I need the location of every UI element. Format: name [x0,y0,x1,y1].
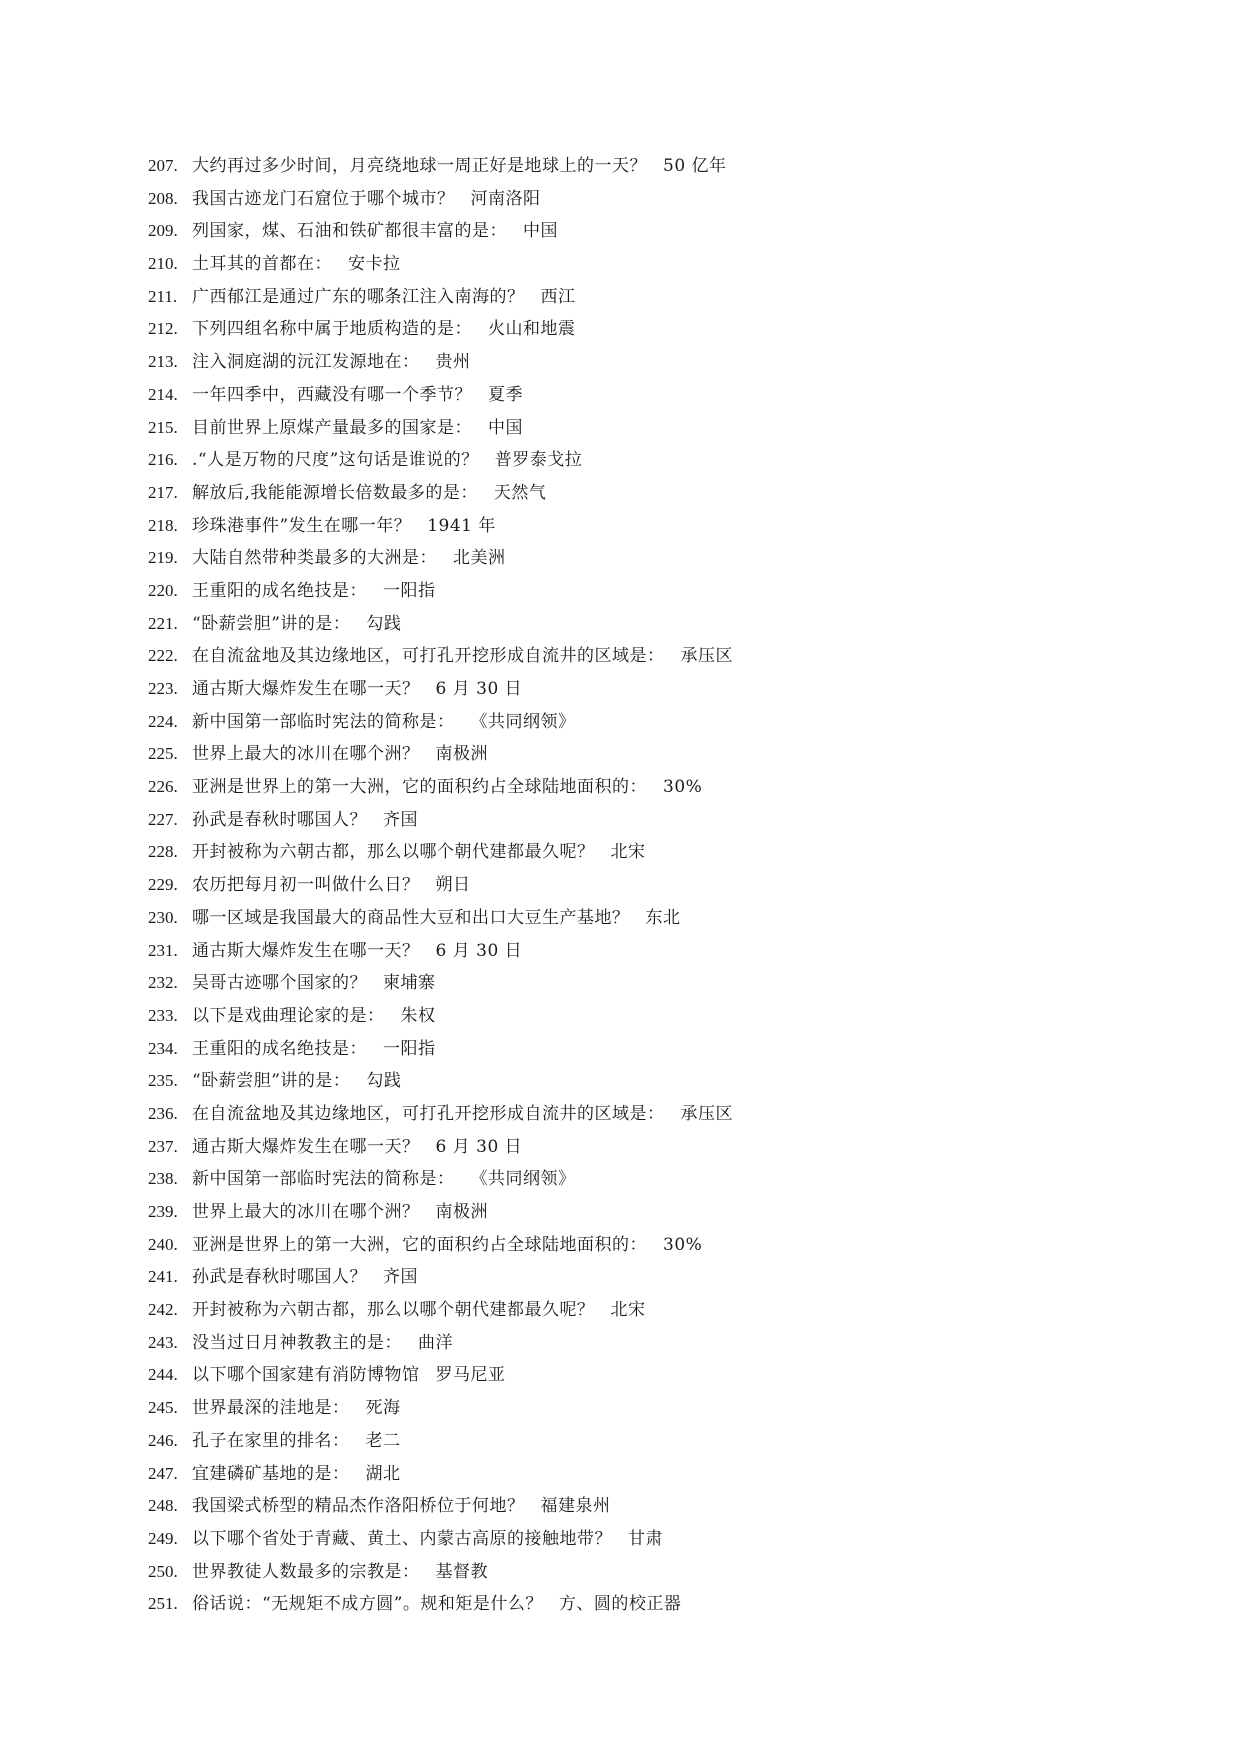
item-question: 孙武是春秋时哪国人？ [192,809,367,830]
item-answer: 朔日 [435,875,471,896]
item-number: 215. [148,417,178,437]
item-answer: 福建泉州 [540,1496,611,1517]
item-answer: 安卡拉 [348,254,401,275]
item-number: 251. [148,1594,178,1614]
item-number: 238. [148,1169,178,1189]
item-number: 225. [148,744,178,764]
list-item [148,1229,1148,1262]
item-question: 下列四组名称中属于地质构造的是： [192,319,472,340]
list-item [148,1392,1148,1425]
item-answer: 1941 年 [427,515,496,536]
item-number: 224. [148,711,178,731]
list-item [148,1033,1148,1066]
item-number: 244. [148,1365,178,1385]
item-answer: 50 亿年 [663,156,727,176]
item-question: 世界教徒人数最多的宗教是： [192,1561,420,1582]
item-number: 211. [148,286,178,306]
item-question: 通古斯大爆炸发生在哪一天？ [192,1136,420,1157]
item-answer: 北美洲 [453,548,506,569]
item-question: 广西郁江是通过广东的哪条江注入南海的？ [192,286,525,307]
item-question: 通古斯大爆炸发生在哪一天？ [192,679,420,699]
list-item [148,183,1148,216]
item-number: 210. [148,254,178,274]
list-item [148,510,1148,543]
item-question: 列国家，煤、石油和铁矿都很丰富的是： [192,221,507,242]
item-answer: 勾践 [366,1071,402,1092]
item-number: 234. [148,1038,178,1058]
item-answer: 死海 [365,1398,401,1419]
item-question: 以下哪个省处于青藏、黄土、内蒙古高原的接触地带？ [192,1528,612,1549]
list-item [148,379,1148,412]
item-number: 207. [148,156,178,175]
list-item [148,346,1148,379]
list-item [148,836,1148,869]
list-item [148,1000,1148,1033]
list-item [148,1425,1148,1458]
list-item [148,1131,1148,1164]
item-question: 珍珠港事件”发生在哪一年？ [192,515,412,536]
item-question: 没当过日月神教教主的是： [192,1332,402,1353]
list-item [148,412,1148,445]
item-number: 209. [148,221,178,241]
item-question: 吴哥古迹哪个国家的？ [192,973,367,994]
item-answer: 朱权 [400,1005,436,1026]
item-number: 227. [148,809,178,829]
item-number: 250. [148,1561,178,1581]
list-item [148,1359,1148,1392]
list-item [148,706,1148,739]
item-answer: 一阳指 [383,1038,436,1059]
list-item [148,575,1148,608]
item-answer: 中国 [523,221,558,242]
item-answer: 贵州 [435,352,471,373]
item-question: 大约再过多少时间，月亮绕地球一周正好是地球上的一天？ [192,156,647,176]
list-item [148,1588,1148,1621]
list-item [148,1196,1148,1229]
item-number: 230. [148,907,178,927]
item-question: 世界上最大的冰川在哪个洲？ [192,1202,420,1222]
list-item [148,215,1148,248]
item-question: 亚洲是世界上的第一大洲，它的面积约占全球陆地面积的： [192,1234,647,1255]
list-item [148,444,1148,477]
item-number: 241. [148,1267,178,1287]
item-question: 世界最深的洼地是： [192,1398,350,1419]
item-answer: 齐国 [383,1267,418,1288]
item-answer: 柬埔寨 [383,973,436,994]
item-number: 229. [148,875,178,895]
item-answer: 北宋 [610,1300,646,1321]
item-question: 孙武是春秋时哪国人？ [192,1267,367,1288]
list-item [148,804,1148,837]
item-answer: 普罗泰戈拉 [494,450,583,471]
list-item [148,1327,1148,1360]
list-item [148,1098,1148,1131]
list-item [148,1490,1148,1523]
item-number: 243. [148,1332,178,1352]
list-item [148,1458,1148,1491]
list-item [148,673,1148,706]
item-answer: 罗马尼亚 [435,1365,506,1386]
item-number: 220. [148,580,178,600]
item-number: 240. [148,1234,178,1254]
item-number: 208. [148,188,178,208]
item-question: 通古斯大爆炸发生在哪一天？ [192,940,420,961]
item-question: 宜建磷矿基地的是： [192,1463,350,1484]
list-item [148,1294,1148,1327]
list-item [148,935,1148,968]
list-item [148,608,1148,641]
item-number: 246. [148,1430,178,1450]
item-number: 242. [148,1300,178,1320]
item-question: 我国古迹龙门石窟位于哪个城市？ [192,188,455,209]
item-question: 大陆自然带种类最多的大洲是： [192,548,437,569]
item-number: 236. [148,1103,178,1123]
item-answer: 承压区 [680,646,733,667]
item-question: 农历把每月初一叫做什么日？ [192,875,420,896]
item-answer: 基督教 [435,1561,488,1582]
document-page [148,150,1148,1621]
list-item [148,1163,1148,1196]
item-number: 247. [148,1463,178,1483]
list-item [148,1065,1148,1098]
list-item [148,738,1148,771]
item-answer: 曲洋 [418,1332,453,1353]
item-question: 在自流盆地及其边缘地区，可打孔开挖形成自流井的区域是： [192,1103,665,1124]
list-item [148,477,1148,510]
item-answer: 东北 [645,907,681,928]
item-answer: 30% [663,777,703,798]
item-number: 223. [148,679,178,698]
item-answer: 6 月 30 日 [435,940,523,961]
item-number: 212. [148,319,178,339]
item-question: 开封被称为六朝古都，那么以哪个朝代建都最久呢？ [192,1300,595,1321]
item-number: 228. [148,842,178,862]
item-question: 俗话说：“无规矩不成方圆”。规和矩是什么？ [192,1594,543,1615]
item-answer: 《共同纲领》 [470,1169,576,1190]
item-answer: 南极洲 [435,744,488,765]
item-number: 239. [148,1202,178,1221]
item-question: 土耳其的首都在： [192,254,332,275]
item-number: 222. [148,646,178,666]
list-item [148,1556,1148,1589]
item-question: 孔子在家里的排名： [192,1430,350,1451]
item-number: 221. [148,613,178,633]
list-item [148,1523,1148,1556]
list-item [148,771,1148,804]
item-number: 226. [148,777,178,797]
item-question: 注入洞庭湖的沅江发源地在： [192,352,420,373]
item-answer: 《共同纲领》 [470,711,576,732]
item-number: 248. [148,1496,178,1516]
item-number: 217. [148,482,178,502]
item-answer: 湖北 [365,1463,401,1484]
item-number: 216. [148,450,178,470]
item-answer: 北宋 [610,842,646,863]
item-answer: 方、圆的校正器 [558,1594,682,1615]
item-answer: 河南洛阳 [470,188,541,209]
item-number: 232. [148,973,178,993]
list-item [148,281,1148,314]
list-item [148,150,1148,183]
list-item [148,869,1148,902]
item-question: 目前世界上原煤产量最多的国家是： [192,417,472,438]
item-question: 世界上最大的冰川在哪个洲？ [192,744,420,765]
item-answer: 6 月 30 日 [435,679,523,699]
item-number: 231. [148,940,178,960]
item-question: 我国梁式桥型的精品杰作洛阳桥位于何地？ [192,1496,525,1517]
item-number: 214. [148,384,178,404]
item-question: 在自流盆地及其边缘地区，可打孔开挖形成自流井的区域是： [192,646,665,667]
item-answer: 老二 [365,1430,401,1451]
item-question: “卧薪尝胆”讲的是： [192,613,351,634]
item-question: 亚洲是世界上的第一大洲，它的面积约占全球陆地面积的： [192,777,647,798]
item-question: 新中国第一部临时宪法的简称是： [192,711,455,732]
item-answer: 勾践 [366,613,402,634]
item-number: 233. [148,1005,178,1025]
item-answer: 天然气 [493,482,547,503]
list-item [148,248,1148,281]
question-list [148,150,1148,1621]
item-question: 一年四季中，西藏没有哪一个季节？ [192,384,472,405]
list-item [148,313,1148,346]
item-question: 哪一区域是我国最大的商品性大豆和出口大豆生产基地？ [192,907,630,928]
item-question: 王重阳的成名绝技是： [192,580,367,601]
item-answer: 甘肃 [628,1528,663,1549]
item-number: 237. [148,1136,178,1156]
item-answer: 中国 [488,417,523,438]
item-number: 249. [148,1528,178,1548]
item-answer: 齐国 [383,809,418,830]
item-answer: 30% [663,1234,703,1255]
item-answer: 承压区 [680,1103,733,1124]
item-answer: 火山和地震 [488,319,576,340]
item-question: 以下哪个国家建有消防博物馆 [192,1365,420,1386]
list-item [148,1261,1148,1294]
item-question: 王重阳的成名绝技是： [192,1038,367,1059]
item-answer: 6 月 30 日 [435,1136,523,1157]
item-question: “卧薪尝胆”讲的是： [192,1071,351,1092]
item-answer: 南极洲 [435,1202,488,1222]
item-number: 218. [148,515,178,535]
item-answer: 西江 [540,286,576,307]
list-item [148,542,1148,575]
list-item [148,967,1148,1000]
item-question: .“人是万物的尺度”这句话是谁说的？ [192,450,479,471]
item-question: 开封被称为六朝古都，那么以哪个朝代建都最久呢？ [192,842,595,863]
item-question: 解放后,我能能源增长倍数最多的是： [192,482,478,503]
item-question: 新中国第一部临时宪法的简称是： [192,1169,455,1190]
item-number: 235. [148,1071,178,1091]
item-number: 245. [148,1398,178,1418]
item-question: 以下是戏曲理论家的是： [192,1005,385,1026]
item-answer: 一阳指 [383,580,436,601]
item-number: 219. [148,548,178,568]
item-answer: 夏季 [488,384,523,405]
list-item [148,902,1148,935]
list-item [148,640,1148,673]
item-number: 213. [148,352,178,372]
